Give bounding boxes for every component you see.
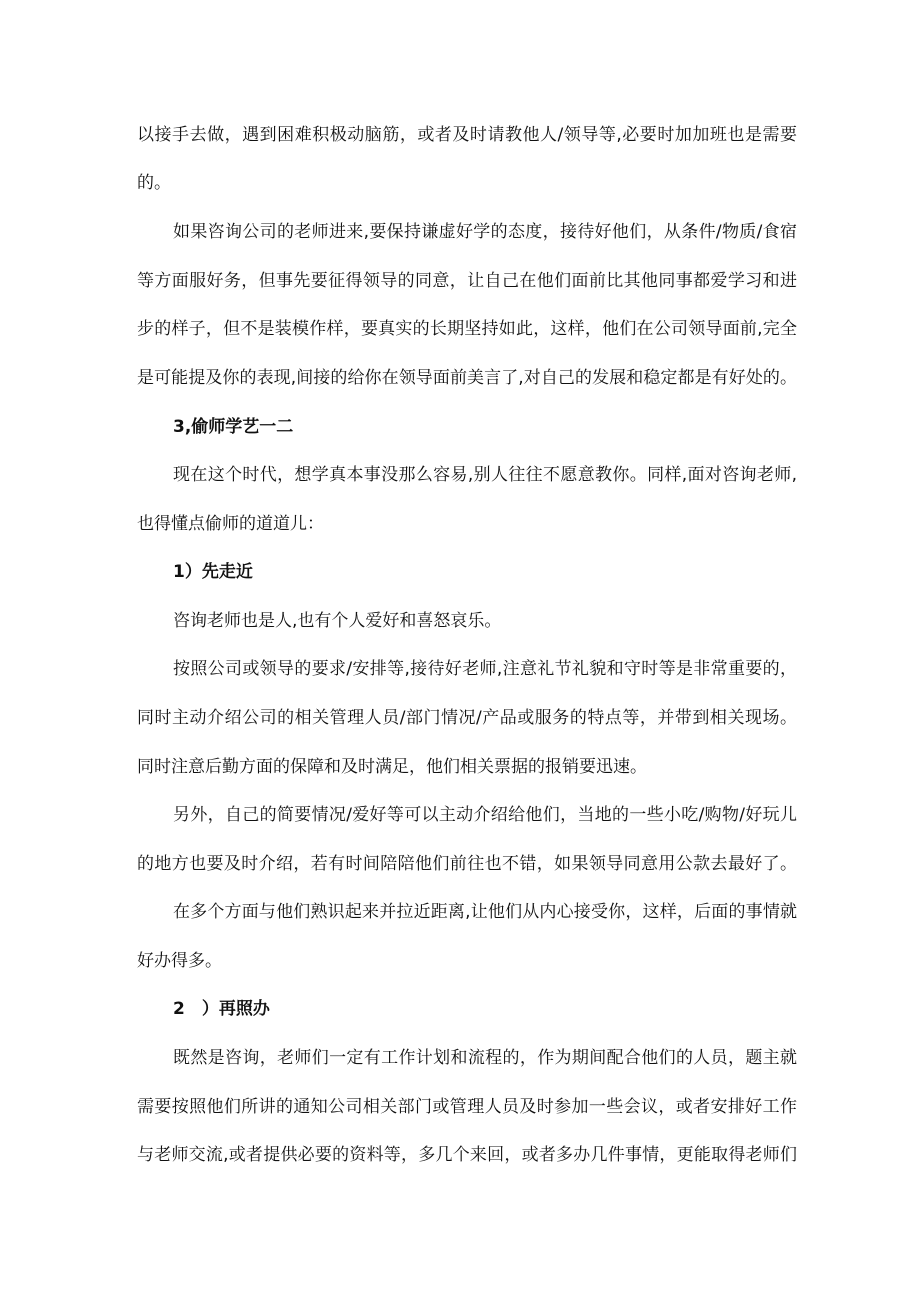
section-heading: 3,偷师学艺一二: [173, 417, 294, 437]
paragraph-line: 的地方也要及时介绍，若有时间陪陪他们前往也不错，如果领导同意用公款去最好了。: [137, 854, 797, 874]
paragraph-line: 在多个方面与他们熟识起来并拉近距离,让他们从内心接受你，这样，后面的事情就: [173, 902, 797, 922]
paragraph-line: 也得懂点偷师的道道儿：: [137, 514, 324, 534]
paragraph-line: 步的样子，但不是装模作样，要真实的长期坚持如此，这样，他们在公司领导面前,完全: [137, 319, 797, 339]
paragraph-line: 是可能提及你的表现,间接的给你在领导面前美言了,对自己的发展和稳定都是有好处的。: [137, 368, 797, 388]
paragraph-line: 以接手去做，遇到困难积极动脑筋，或者及时请教他人/领导等,必要时加加班也是需要: [137, 125, 797, 145]
paragraph-line: 另外，自己的简要情况/爱好等可以主动介绍给他们，当地的一些小吃/购物/好玩儿: [173, 805, 797, 825]
paragraph-line: 需要按照他们所讲的通知公司相关部门或管理人员及时参加一些会议，或者安排好工作: [137, 1097, 797, 1117]
paragraph-line: 咨询老师也是人,也有个人爱好和喜怒哀乐。: [173, 611, 502, 631]
paragraph-line: 按照公司或领导的要求/安排等,接待好老师,注意礼节礼貌和守时等是非常重要的，: [173, 659, 797, 679]
paragraph-line: 好办得多。: [137, 951, 222, 971]
paragraph-line: 的。: [137, 173, 171, 193]
paragraph-line: 同时主动介绍公司的相关管理人员/部门情况/产品或服务的特点等，并带到相关现场。: [137, 708, 797, 728]
paragraph-line: 现在这个时代，想学真本事没那么容易,别人往往不愿意教你。同样,面对咨询老师,: [173, 465, 797, 485]
subsection-heading: 1）先走近: [173, 562, 253, 582]
paragraph-line: 与老师交流,或者提供必要的资料等，多几个来回，或者多办几件事情，更能取得老师们: [137, 1145, 797, 1165]
paragraph-line: 如果咨询公司的老师进来,要保持谦虚好学的态度，接待好他们，从条件/物质/食宿: [173, 222, 797, 242]
paragraph-line: 等方面服好务，但事先要征得领导的同意，让自己在他们面前比其他同事都爱学习和进: [137, 271, 797, 291]
paragraph-line: 同时注意后勤方面的保障和及时满足，他们相关票据的报销要迅速。: [137, 757, 647, 777]
paragraph-line: 既然是咨询，老师们一定有工作计划和流程的，作为期间配合他们的人员，题主就: [173, 1048, 797, 1068]
subsection-heading: 2 ）再照办: [173, 999, 270, 1019]
